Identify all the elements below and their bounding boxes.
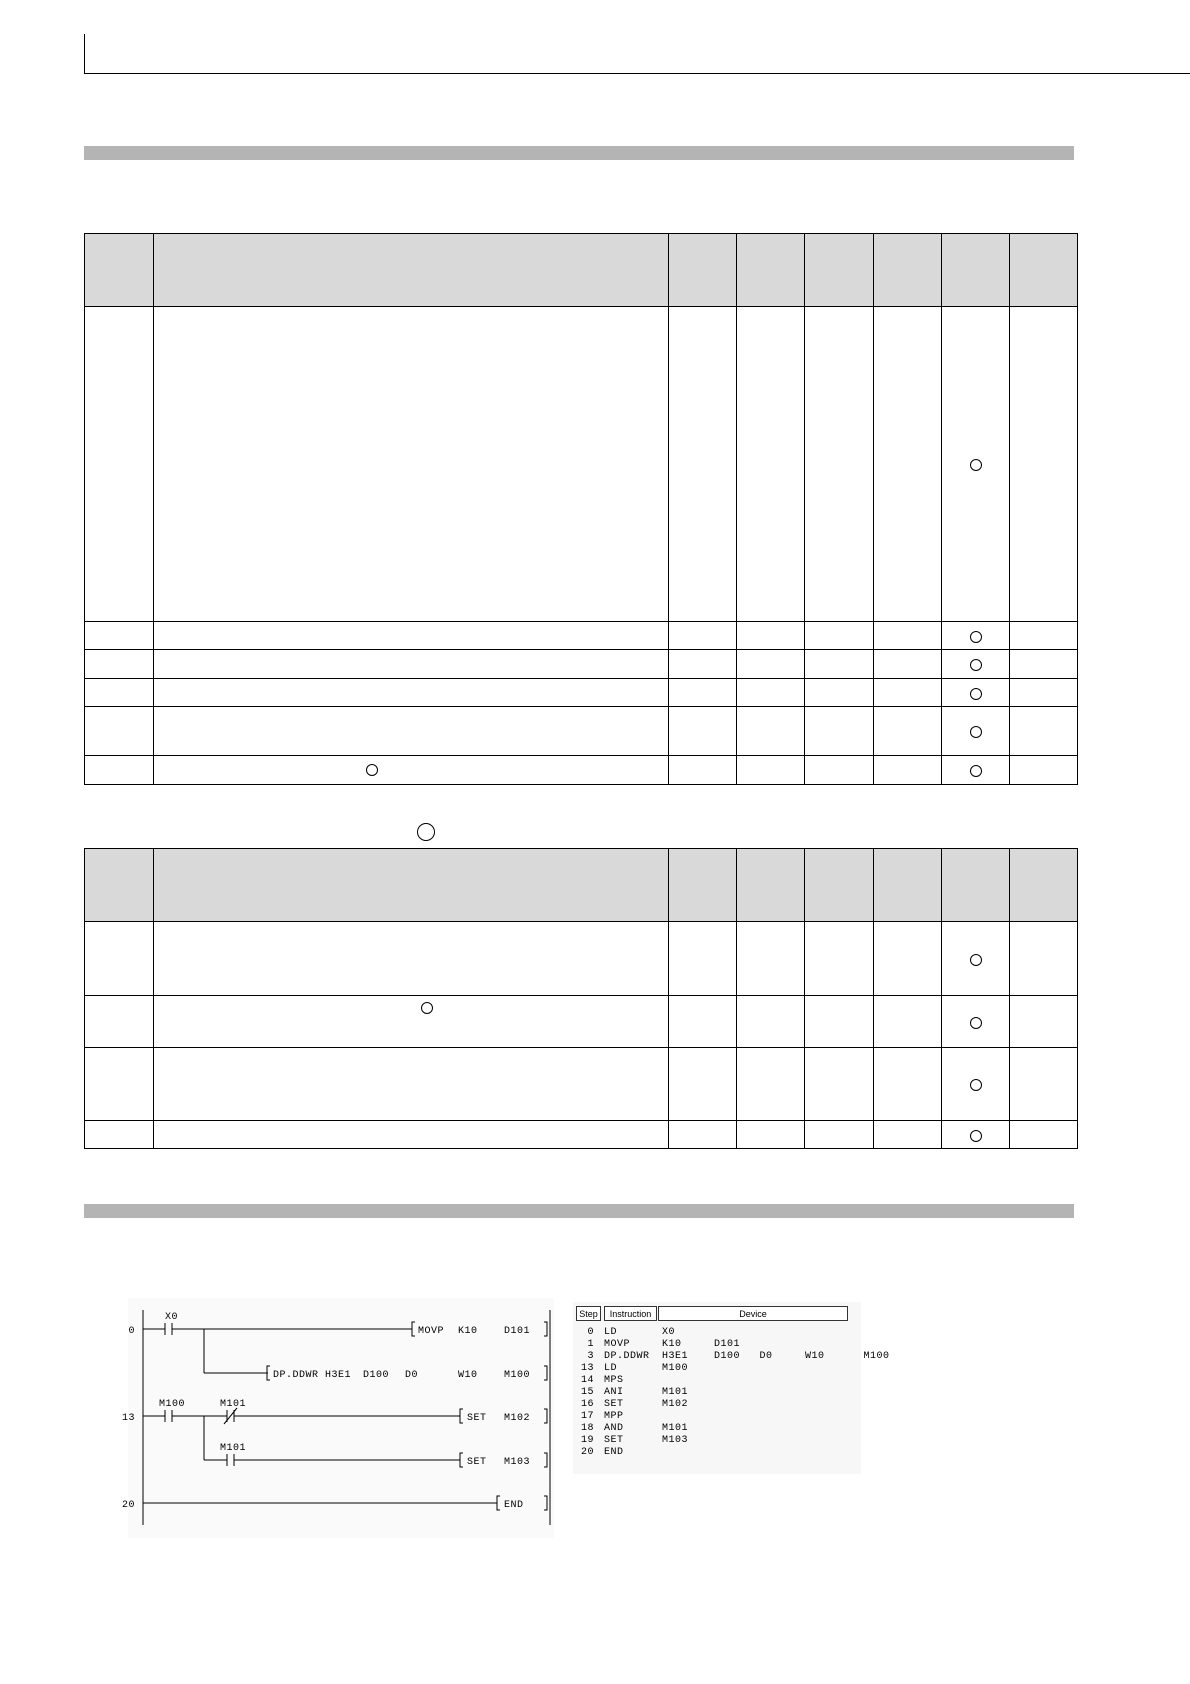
instruction-operand: M103 xyxy=(504,1457,531,1468)
table-row xyxy=(85,707,1078,756)
list-step: 3 xyxy=(587,1351,594,1362)
instruction-op: DP.DDWR H3E1 xyxy=(273,1370,352,1381)
list-header-instruction: Instruction xyxy=(604,1306,657,1321)
table-row xyxy=(85,756,1078,785)
supported-circle-mark xyxy=(970,688,982,700)
list-step: 14 xyxy=(580,1375,594,1386)
list-row xyxy=(578,1423,868,1435)
list-row xyxy=(578,1375,868,1387)
table-row xyxy=(85,650,1078,679)
header-horizontal-rule xyxy=(84,73,1190,74)
table-row xyxy=(85,622,1078,650)
list-instruction: MPS xyxy=(604,1375,624,1386)
list-step: 16 xyxy=(580,1399,594,1410)
header-vertical-rule xyxy=(84,34,85,74)
supported-circle-mark xyxy=(970,765,982,777)
contact-label: M101 xyxy=(220,1399,247,1410)
instruction-operand: D0 xyxy=(405,1370,419,1381)
ladder-step-number: 0 xyxy=(128,1326,135,1337)
supported-circle-mark xyxy=(970,726,982,738)
list-row xyxy=(578,1363,868,1375)
inline-circle-mark xyxy=(366,764,378,776)
instruction-op: END xyxy=(504,1500,524,1511)
list-step: 0 xyxy=(587,1327,594,1338)
list-instruction: AND xyxy=(604,1423,624,1434)
list-row xyxy=(578,1399,868,1411)
list-device: K10 D101 xyxy=(662,1339,741,1350)
supported-circle-mark xyxy=(970,631,982,643)
table-row xyxy=(85,922,1078,996)
list-row xyxy=(578,1351,890,1363)
instruction-operand: M102 xyxy=(504,1413,531,1424)
list-instruction: LD xyxy=(604,1363,618,1374)
list-row xyxy=(578,1411,868,1423)
table-row xyxy=(85,307,1078,622)
list-device: M103 xyxy=(662,1435,689,1446)
list-step: 20 xyxy=(580,1447,594,1458)
list-step: 15 xyxy=(580,1387,594,1398)
list-instruction: ANI xyxy=(604,1387,624,1398)
supported-circle-mark xyxy=(970,1130,982,1142)
list-row xyxy=(578,1327,868,1339)
list-device: M102 xyxy=(662,1399,689,1410)
ladder-step-number: 13 xyxy=(121,1413,135,1424)
table-header-row xyxy=(85,849,1078,922)
table-row xyxy=(85,996,1078,1048)
list-row xyxy=(578,1447,868,1459)
list-instruction: MPP xyxy=(604,1411,624,1422)
list-device: X0 xyxy=(662,1327,676,1338)
instruction-operand: D101 xyxy=(504,1326,531,1337)
list-instruction: SET xyxy=(604,1435,624,1446)
instruction-op: SET xyxy=(467,1457,487,1468)
list-row xyxy=(578,1435,868,1447)
ladder-step-number: 20 xyxy=(121,1500,135,1511)
compatibility-table-2 xyxy=(84,848,1078,1149)
contact-label: M101 xyxy=(220,1443,247,1454)
list-instruction: LD xyxy=(604,1327,618,1338)
section-heading-bar-2 xyxy=(84,1204,1074,1218)
table-header-row xyxy=(85,234,1078,307)
supported-circle-mark xyxy=(970,1079,982,1091)
instruction-operand: D100 xyxy=(363,1370,390,1381)
list-instruction: MOVP xyxy=(604,1339,631,1350)
list-step: 18 xyxy=(580,1423,594,1434)
ladder-diagram xyxy=(120,1300,560,1540)
instruction-operand: M100 xyxy=(504,1370,531,1381)
list-instruction: DP.DDWR xyxy=(604,1351,650,1362)
supported-circle-mark xyxy=(970,1017,982,1029)
supported-circle-mark xyxy=(970,659,982,671)
table-row xyxy=(85,679,1078,707)
list-step: 17 xyxy=(580,1411,594,1422)
supported-circle-mark xyxy=(970,459,982,471)
contact-label: X0 xyxy=(165,1312,179,1323)
inline-circle-mark xyxy=(421,1002,433,1014)
table-row xyxy=(85,1121,1078,1149)
list-header-device: Device xyxy=(658,1306,848,1321)
list-header-step: Step xyxy=(576,1306,601,1321)
note-circle-mark xyxy=(417,823,435,841)
list-device: M100 xyxy=(662,1363,689,1374)
instruction-operand: K10 xyxy=(458,1326,478,1337)
supported-circle-mark xyxy=(970,954,982,966)
list-step: 1 xyxy=(587,1339,594,1350)
list-device: H3E1 D100 D0 W10 M100 xyxy=(662,1351,890,1362)
compatibility-table-1 xyxy=(84,233,1078,785)
instruction-operand: W10 xyxy=(458,1370,478,1381)
list-row xyxy=(578,1339,868,1351)
list-row xyxy=(578,1387,868,1399)
table-row xyxy=(85,1048,1078,1121)
instruction-op: SET xyxy=(467,1413,487,1424)
list-instruction: SET xyxy=(604,1399,624,1410)
section-heading-bar-1 xyxy=(84,146,1074,160)
list-instruction: END xyxy=(604,1447,624,1458)
contact-label: M100 xyxy=(159,1399,186,1410)
list-step: 13 xyxy=(580,1363,594,1374)
list-step: 19 xyxy=(580,1435,594,1446)
list-device: M101 xyxy=(662,1387,689,1398)
list-device: M101 xyxy=(662,1423,689,1434)
instruction-op: MOVP xyxy=(418,1326,445,1337)
